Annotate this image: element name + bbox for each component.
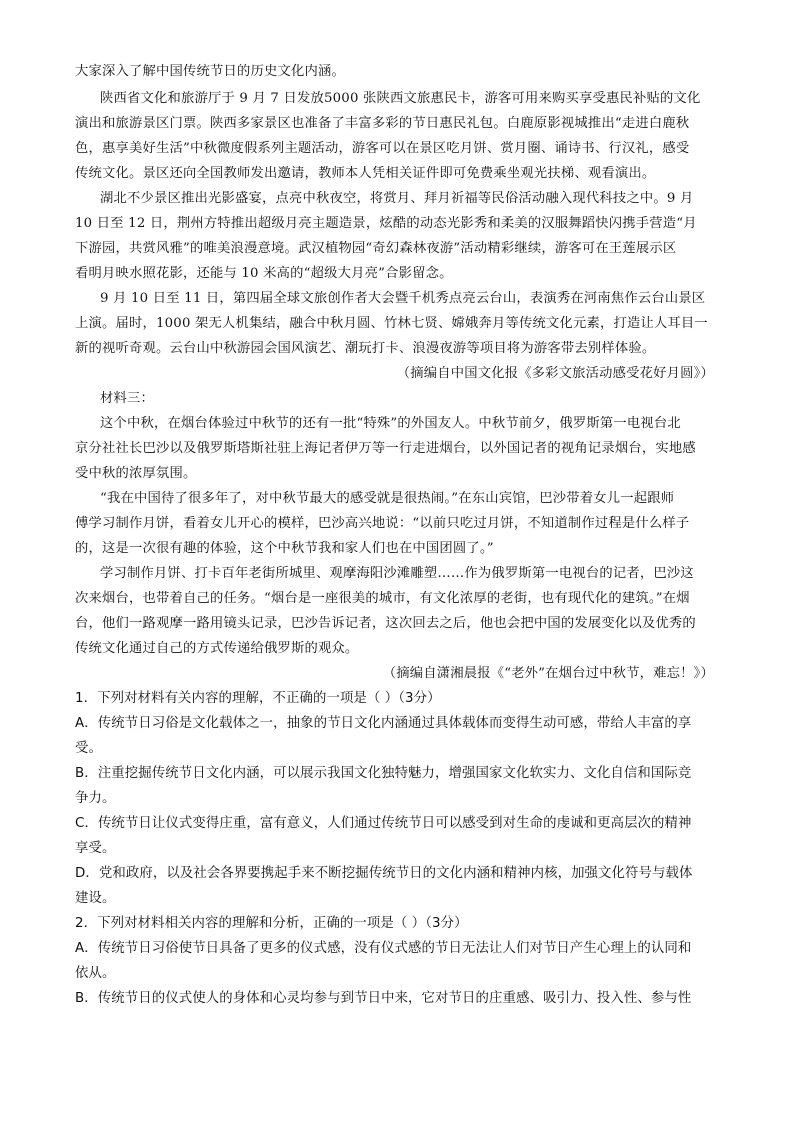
passage-line: 这个中秋，在烟台体验过中秋节的还有一批“特殊”的外国友人。中秋节前夕，俄罗斯第一电视台北 <box>100 416 681 431</box>
passage-line: 学习制作月饼、打卡百年老街所城里、观摩海阳沙滩雕塑……作为俄罗斯第一电视台的记者，巴沙这 <box>100 566 694 581</box>
option-d: D．党和政府，以及社会各界要携起手来不断挖掘传统节日的文化内涵和精神内核，加强文化符号与载体 <box>75 866 693 881</box>
passage-line: “我在中国待了很多年了，对中秋节最大的感受就是很热闹。”在东山宾馆，巴沙带着女儿一起跟师 <box>100 491 675 506</box>
passage-line: 传统文化通过自己的方式传递给俄罗斯的观众。 <box>75 641 359 656</box>
option-b-cont: 争力。 <box>75 791 116 806</box>
passage-line: 受中秋的浓厚氛围。 <box>75 466 197 481</box>
option-a-cont: 依从。 <box>75 966 116 981</box>
passage-line: 傅学习制作月饼，看着女儿开心的模样，巴沙高兴地说：“以前只吃过月饼，不知道制作过程是什么样子 <box>75 516 690 531</box>
passage-line: 色，惠享美好生活”中秋微度假系列主题活动，游客可以在景区吃月饼、赏月圈、诵诗书、行汉礼，感受 <box>75 141 690 156</box>
passage-line: 传统文化。景区还向全国教师发出邀请，教师本人凭相关证件即可免费乘坐观光扶梯、观看演出。 <box>75 166 656 181</box>
passage-line: 上演。届时，1000 架无人机集结，融合中秋月圆、竹林七贤、嫦娥奔月等传统文化元素，打造让人耳目一 <box>75 316 708 331</box>
passage-line: 陕西省文化和旅游厅于 9 月 7 日发放5000 张陕西文旅惠民卡，游客可用来购买享受惠民补贴的文化 <box>100 91 701 106</box>
passage-line: 9 月 10 日至 11 日，第四届全球文旅创作者大会暨千机秀点亮云台山，表演秀在河南焦作云台山景区 <box>100 291 706 306</box>
passage-line: 演出和旅游景区门票。陕西多家景区也准备了丰富多彩的节日惠民礼包。白鹿原影视城推出“走进白鹿秋 <box>75 116 690 131</box>
source-citation: （摘编自中国文化报《多彩文旅活动感受花好月圆》） <box>396 366 714 381</box>
option-a-cont: 受。 <box>75 741 102 756</box>
passage-line: 10 日至 12 日，荆州方特推出超级月亮主题造景，炫酷的动态光影秀和柔美的汉服舞蹈快闪携手营造“月 <box>75 216 697 231</box>
option-a: A．传统节日习俗是文化载体之一，抽象的节日文化内涵通过具体载体而变得生动可感，带给人丰富的享 <box>75 716 692 731</box>
source-citation: （摘编自潇湘晨报《“老外”在烟台过中秋节，难忘！》） <box>382 666 714 681</box>
passage-line: 的，这是一次很有趣的体验，这个中秋节我和家人们也在中国团圆了。” <box>75 541 494 556</box>
question-stem: 2．下列对材料相关内容的理解和分析，正确的一项是（ ）（3分） <box>75 916 468 931</box>
material-label: 材料三： <box>100 391 154 406</box>
question-stem: 1．下列对材料有关内容的理解，不正确的一项是（ ）（3分） <box>75 691 441 706</box>
passage-line: 次来烟台，也带着自己的任务。“烟台是一座很美的城市，有文化浓厚的老街，也有现代化的建筑。”在烟 <box>75 591 690 606</box>
passage-line: 新的视听奇观。云台山中秋游园会国风演艺、潮玩打卡、浪漫夜游等项目将为游客带去别样体验。 <box>75 341 656 356</box>
option-a: A．传统节日习俗使节日具备了更多的仪式感，没有仪式感的节日无法让人们对节日产生心理上的认同和 <box>75 941 692 956</box>
option-b: B．注重挖掘传统节日文化内涵，可以展示我国文化独特魅力，增强国家文化软实力、文化自信和国际竞 <box>75 766 692 781</box>
passage-line: 下游园，共赏风雅”的唯美浪漫意境。武汉植物园“奇幻森林夜游”活动精彩继续，游客可在王莲展示区 <box>75 241 677 256</box>
passage-line: 京分社社长巴沙以及俄罗斯塔斯社驻上海记者伊万等一行走进烟台，以外国记者的视角记录烟台，实地感 <box>75 441 696 456</box>
passage-line: 台，他们一路观摩一路用镜头记录，巴沙告诉记者，这次回去之后，他也会把中国的发展变化以及优秀的 <box>75 616 696 631</box>
passage-line: 湖北不少景区推出光影盛宴，点亮中秋夜空，将赏月、拜月祈福等民俗活动融入现代科技之中。9 月 <box>100 191 694 206</box>
option-b: B．传统节日的仪式使人的身体和心灵均参与到节日中来，它对节日的庄重感、吸引力、投入性、参与性 <box>75 991 692 1006</box>
passage-line: 看明月映水照花影，还能与 10 米高的“超级大月亮”合影留念。 <box>75 266 453 281</box>
option-c-cont: 享受。 <box>75 841 116 856</box>
option-c: C．传统节日让仪式变得庄重，富有意义，人们通过传统节日可以感受到对生命的虔诚和更高层次的精神 <box>75 816 692 831</box>
option-d-cont: 建设。 <box>75 891 116 906</box>
passage-line: 大家深入了解中国传统节日的历史文化内涵。 <box>75 64 345 79</box>
